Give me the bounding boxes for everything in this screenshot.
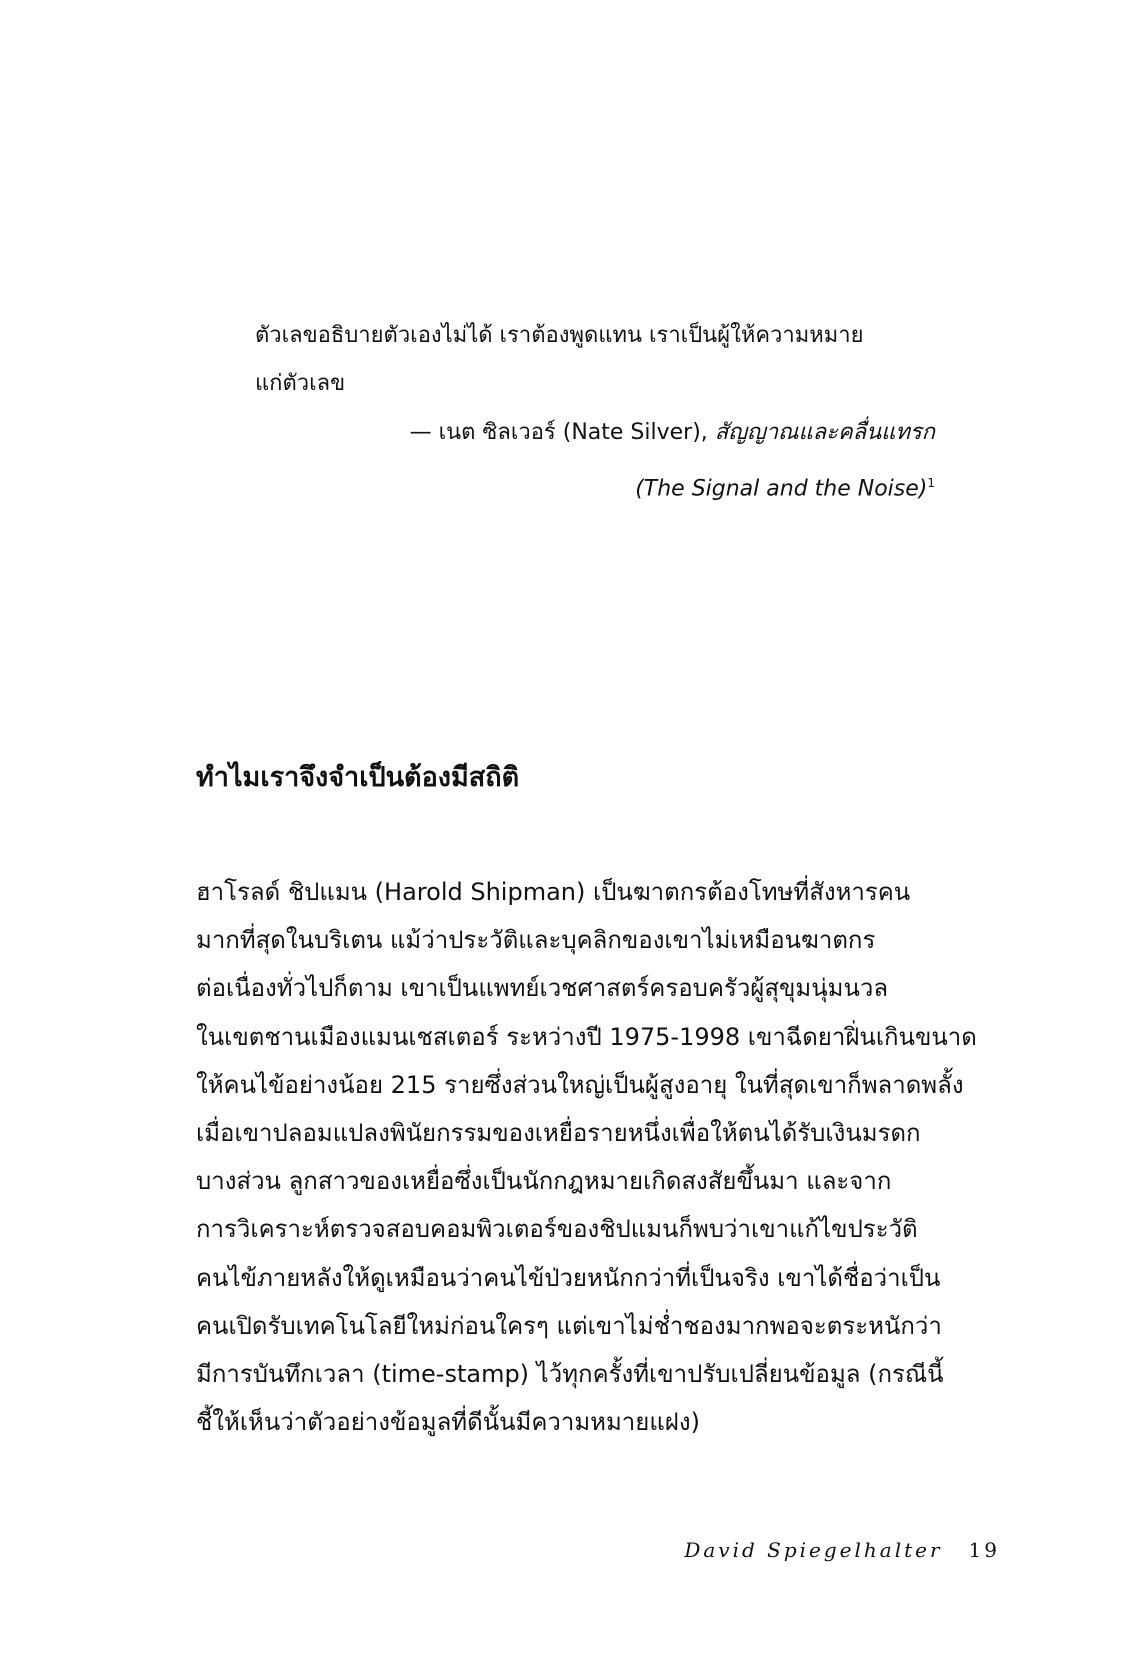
footnote-marker: 1 bbox=[927, 476, 935, 490]
paragraph-line: มากที่สุดในบริเตน แม้ว่าประวัติและบุคลิกของเขาไม่เหมือนฆาตกร bbox=[196, 926, 876, 955]
page-footer bbox=[684, 1538, 1000, 1562]
paragraph-line: ให้คนไข้อย่างน้อย 215 รายซึ่งส่วนใหญ่เป็นผู้สูงอายุ ในที่สุดเขาก็พลาดพลั้ง bbox=[196, 1070, 964, 1099]
paragraph-line: คนไข้ภายหลังให้ดูเหมือนว่าคนไข้ป่วยหนักกว่าที่เป็นจริง เขาได้ชื่อว่าเป็น bbox=[196, 1263, 941, 1292]
paragraph-line: การวิเคราะห์ตรวจสอบคอมพิวเตอร์ของชิปแมนก็พบว่าเขาแก้ไขประวัติ bbox=[196, 1215, 918, 1244]
section-heading: ทำไมเราจึงจำเป็นต้องมีสถิติ bbox=[196, 762, 520, 793]
epigraph-book-title-line bbox=[255, 458, 935, 514]
paragraph-line: ต่อเนื่องทั่วไปก็ตาม เขาเป็นแพทย์เวชศาสตร์ครอบครัวผู้สุขุมนุ่มนวล bbox=[196, 974, 889, 1003]
paragraph-line: ฮาโรลด์ ชิปแมน (Harold Shipman) เป็นฆาตกรต้องโทษที่สังหารคน bbox=[196, 878, 911, 906]
paragraph-line: บางส่วน ลูกสาวของเหยื่อซึ่งเป็นนักกฎหมายเกิดสงสัยขึ้นมา และจาก bbox=[196, 1167, 892, 1196]
paragraph-line: คนเปิดรับเทคโนโลยีใหม่ก่อนใครๆ แต่เขาไม่ช่ำชองมากพอจะตระหนักว่า bbox=[196, 1311, 942, 1340]
epigraph-line: แก่ตัวเลข bbox=[255, 371, 346, 396]
running-footer-author: David Spiegelhalter bbox=[684, 1538, 943, 1562]
epigraph-line: ตัวเลขอธิบายตัวเองไม่ได้ เราต้องพูดแทน เราเป็นผู้ให้ความหมาย bbox=[255, 323, 864, 348]
paragraph-line: มีการบันทึกเวลา (time-stamp) ไว้ทุกครั้งที่เขาปรับเปลี่ยนข้อมูล (กรณีนี้ bbox=[196, 1359, 944, 1388]
epigraph-attribution bbox=[255, 408, 935, 458]
body-paragraph bbox=[196, 868, 996, 1446]
paragraph-line: ชี้ให้เห็นว่าตัวอย่างข้อมูลที่ดีนั้นมีความหมายแฝง) bbox=[196, 1408, 700, 1437]
epigraph bbox=[255, 312, 935, 514]
book-title-thai: สัญญาณและคลื่นแทรก bbox=[714, 420, 935, 445]
attribution-author: — เนต ซิลเวอร์ (Nate Silver), bbox=[409, 420, 715, 445]
paragraph-line: ในเขตชานเมืองแมนเชสเตอร์ ระหว่างปี 1975-1998 เขาฉีดยาฝิ่นเกินขนาด bbox=[196, 1022, 977, 1051]
page-number: 19 bbox=[968, 1538, 1000, 1562]
book-title-english: (The Signal and the Noise) bbox=[635, 476, 928, 502]
paragraph-line: เมื่อเขาปลอมแปลงพินัยกรรมของเหยื่อรายหนึ่งเพื่อให้ตนได้รับเงินมรดก bbox=[196, 1118, 921, 1147]
